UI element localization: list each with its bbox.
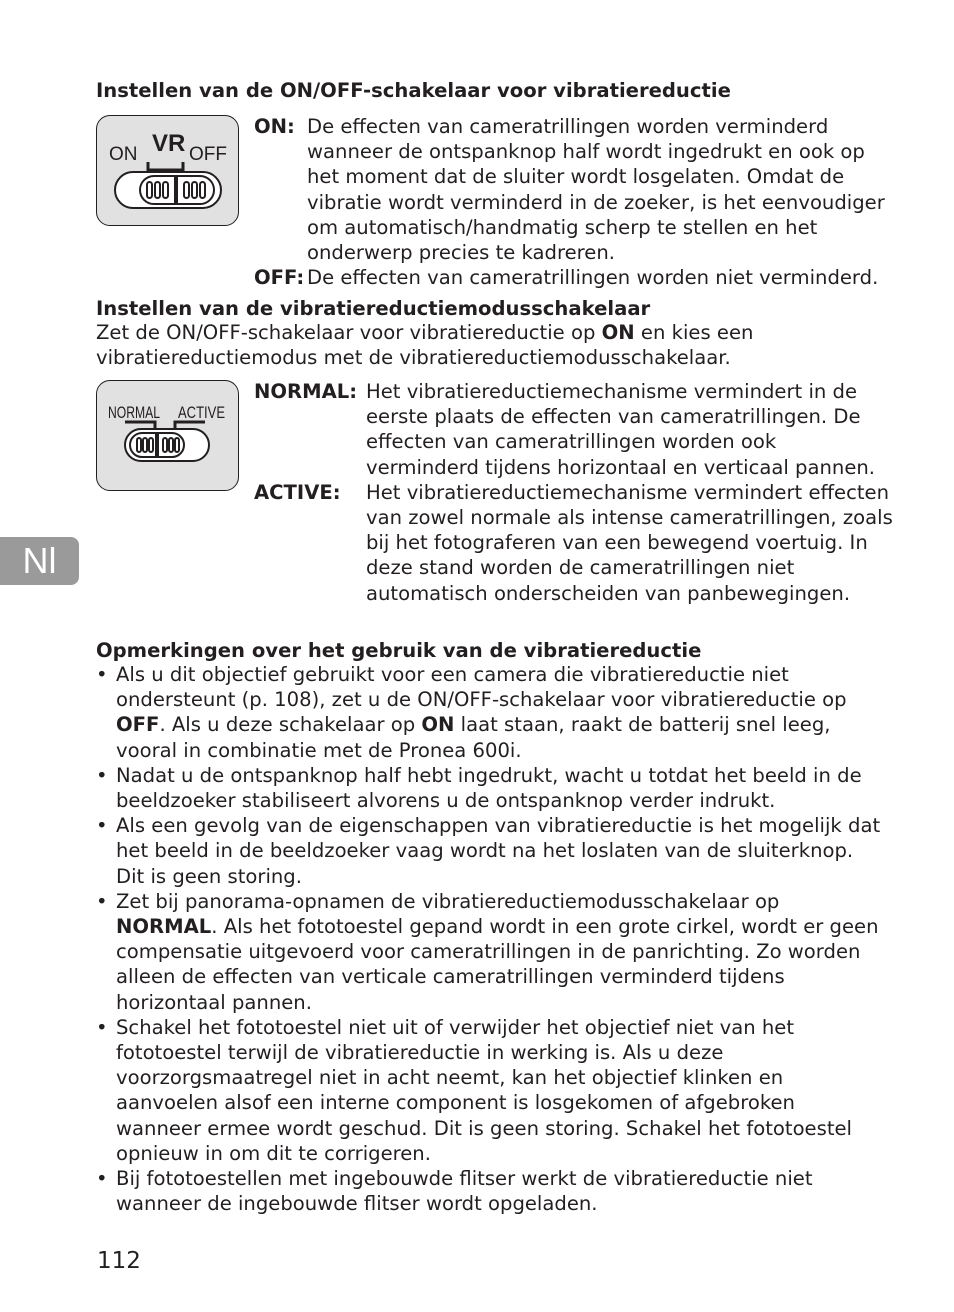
list-item: • Nadat u de ontspanknop half hebt ingedrukt, wacht u totdat het beeld in de beeldzoeker stabiliseert alvorens u de ontspanknop verder indrukt. <box>96 763 862 813</box>
desc-active: Het vibratiereductiemechanisme vermindert effecten van zowel normale als intense cameratrillingen, zoals bij het fotograferen van een bewegend voertuig. In deze stand worden de cameratrillingen niet automatisch onderscheiden van panbewegingen. <box>366 480 893 605</box>
definition-normal <box>254 379 894 480</box>
list-item: • Bij fototoestellen met ingebouwde flitser werkt de vibratiereductie niet wanneer de ingebouwde flitser wordt opgeladen. <box>96 1167 813 1216</box>
definition-on <box>254 114 894 265</box>
list-item: • Als een gevolg van de eigenschappen van vibratiereductie is het mogelijk dat het beeld in de beeldzoeker vaag wordt na het loslaten van de sluiterknop. Dit is geen storing. <box>96 814 881 888</box>
mode-intro: Zet de ON/OFF-schakelaar voor vibratiereductie op ON en kies een vibratiereductiemodus met de vibratiereductiemodusschakelaar. <box>96 321 754 370</box>
language-tab: Nl <box>0 537 79 585</box>
page-number: 112 <box>97 1248 141 1274</box>
definition-off <box>254 265 894 290</box>
section-heading-onoff: Instellen van de ON/OFF-schakelaar voor vibratiereductie <box>96 79 731 102</box>
section-heading-mode: Instellen van de vibratiereductiemodusschakelaar <box>96 297 651 320</box>
term-active: ACTIVE: <box>254 480 341 504</box>
switch-label-off: OFF <box>189 144 227 165</box>
desc-on: De effecten van cameratrillingen worden verminderd wanneer de ontspanknop half wordt ingedrukt en ook op het moment dat de sluiter wordt losgelaten. Omdat de vibratie wordt verminderd in de zoeker, is het eenvoudiger om automatisch/handmatig scherp te stellen en het onderwerp precies te kadreren. <box>307 115 885 265</box>
term-off: OFF: <box>254 266 305 290</box>
notes-list <box>96 662 886 1216</box>
term-on: ON: <box>254 115 295 138</box>
mode-definitions <box>254 379 894 606</box>
vr-onoff-switch-illustration <box>96 115 239 226</box>
section-heading-notes: Opmerkingen over het gebruik van de vibratiereductie <box>96 639 702 662</box>
list-item: • Zet bij panorama-opnamen de vibratiereductiemodusschakelaar op NORMAL. Als het fototoestel gepand wordt in een grote cirkel, wordt er geen compensatie uitgevoerd voor cameratrillingen in de panrichting. Zo worden alleen de effecten van verticale cameratrillingen verminderd tijdens horizontaal pannen. <box>96 889 879 1014</box>
switch-label-active: ACTIVE <box>178 403 225 422</box>
desc-normal: Het vibratiereductiemechanisme vermindert in de eerste plaats de effecten van cameratrillingen. De effecten van cameratrillingen worden ook verminderd tijdens horizontaal en verticaal pannen. <box>366 380 876 479</box>
switch-label-on: ON <box>109 144 138 165</box>
desc-off: De effecten van cameratrillingen worden niet verminderd. <box>307 266 879 290</box>
definition-active <box>254 480 894 606</box>
vr-mode-switch-illustration <box>96 380 239 491</box>
switch-label-normal: NORMAL <box>108 403 160 422</box>
term-normal: NORMAL: <box>254 380 358 403</box>
onoff-definitions <box>254 114 894 290</box>
list-item: • Als u dit objectief gebruikt voor een camera die vibratiereductie niet ondersteunt (p. 108), zet u de ON/OFF-schakelaar voor vibratiereductie op OFF. Als u deze schakelaar op ON laat staan, raakt de batterij snel leeg, vooral in combinatie met de Pronea 600i. <box>96 663 847 762</box>
switch-label-vr: VR <box>152 130 186 157</box>
list-item: • Schakel het fototoestel niet uit of verwijder het objectief niet van het fototoestel terwijl de vibratiereductie in werking is. Als u deze voorzorgsmaatregel niet in acht neemt, kan het objectief klinken en aanvoelen alsof een interne component is losgekomen of afgebroken wanneer ermee wordt geschud. Dit is geen storing. Schakel het fototoestel opnieuw in om dit te corrigeren. <box>96 1015 852 1165</box>
